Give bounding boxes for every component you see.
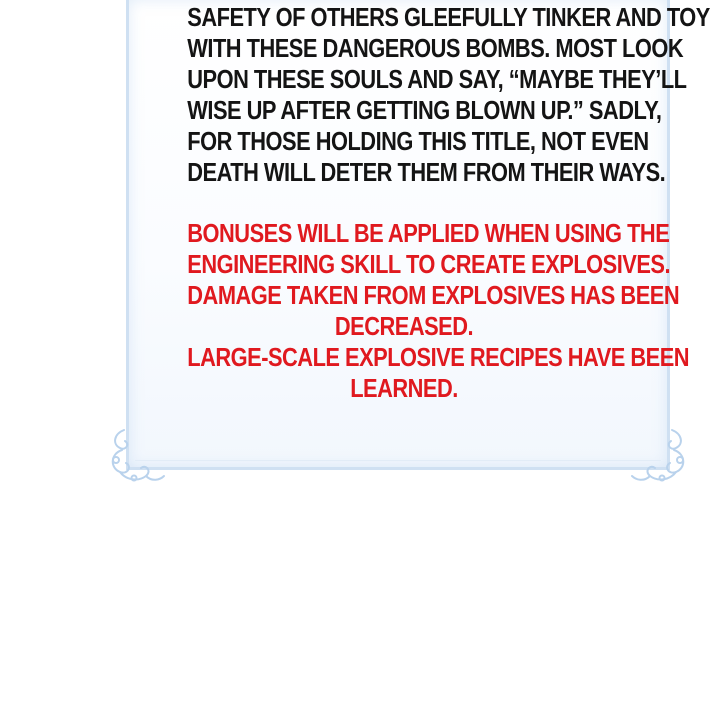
bonus-line: LARGE-SCALE EXPLOSIVE RECIPES HAVE BEEN — [187, 342, 690, 372]
bonus-line: ENGINEERING SKILL TO CREATE EXPLOSIVES. — [187, 249, 671, 279]
bonus-line: LEARNED. — [350, 373, 458, 403]
title-bonus-effects — [187, 218, 690, 404]
description-line: DEATH WILL DETER THEM FROM THEIR WAYS. — [187, 157, 666, 187]
description-line: WISE UP AFTER GETTING BLOWN UP.” SADLY, — [187, 95, 662, 125]
window-inner-border — [135, 460, 661, 461]
scroll-ornament-icon — [630, 426, 692, 488]
scroll-ornament-icon — [104, 426, 166, 488]
description-line: FOR THOSE HOLDING THIS TITLE, NOT EVEN — [187, 126, 649, 156]
description-line: SAFETY OF OTHERS GLEEFULLY TINKER AND TOY — [187, 2, 710, 32]
title-description — [187, 2, 710, 188]
bonus-line: BONUSES WILL BE APPLIED WHEN USING THE — [187, 218, 670, 248]
description-line: UPON THESE SOULS AND SAY, “MAYBE THEY’LL — [187, 64, 687, 94]
bonus-line: DECREASED. — [334, 311, 474, 341]
description-line: WITH THESE DANGEROUS BOMBS. MOST LOOK — [187, 33, 684, 63]
bonus-line: DAMAGE TAKEN FROM EXPLOSIVES HAS BEEN — [187, 280, 680, 310]
